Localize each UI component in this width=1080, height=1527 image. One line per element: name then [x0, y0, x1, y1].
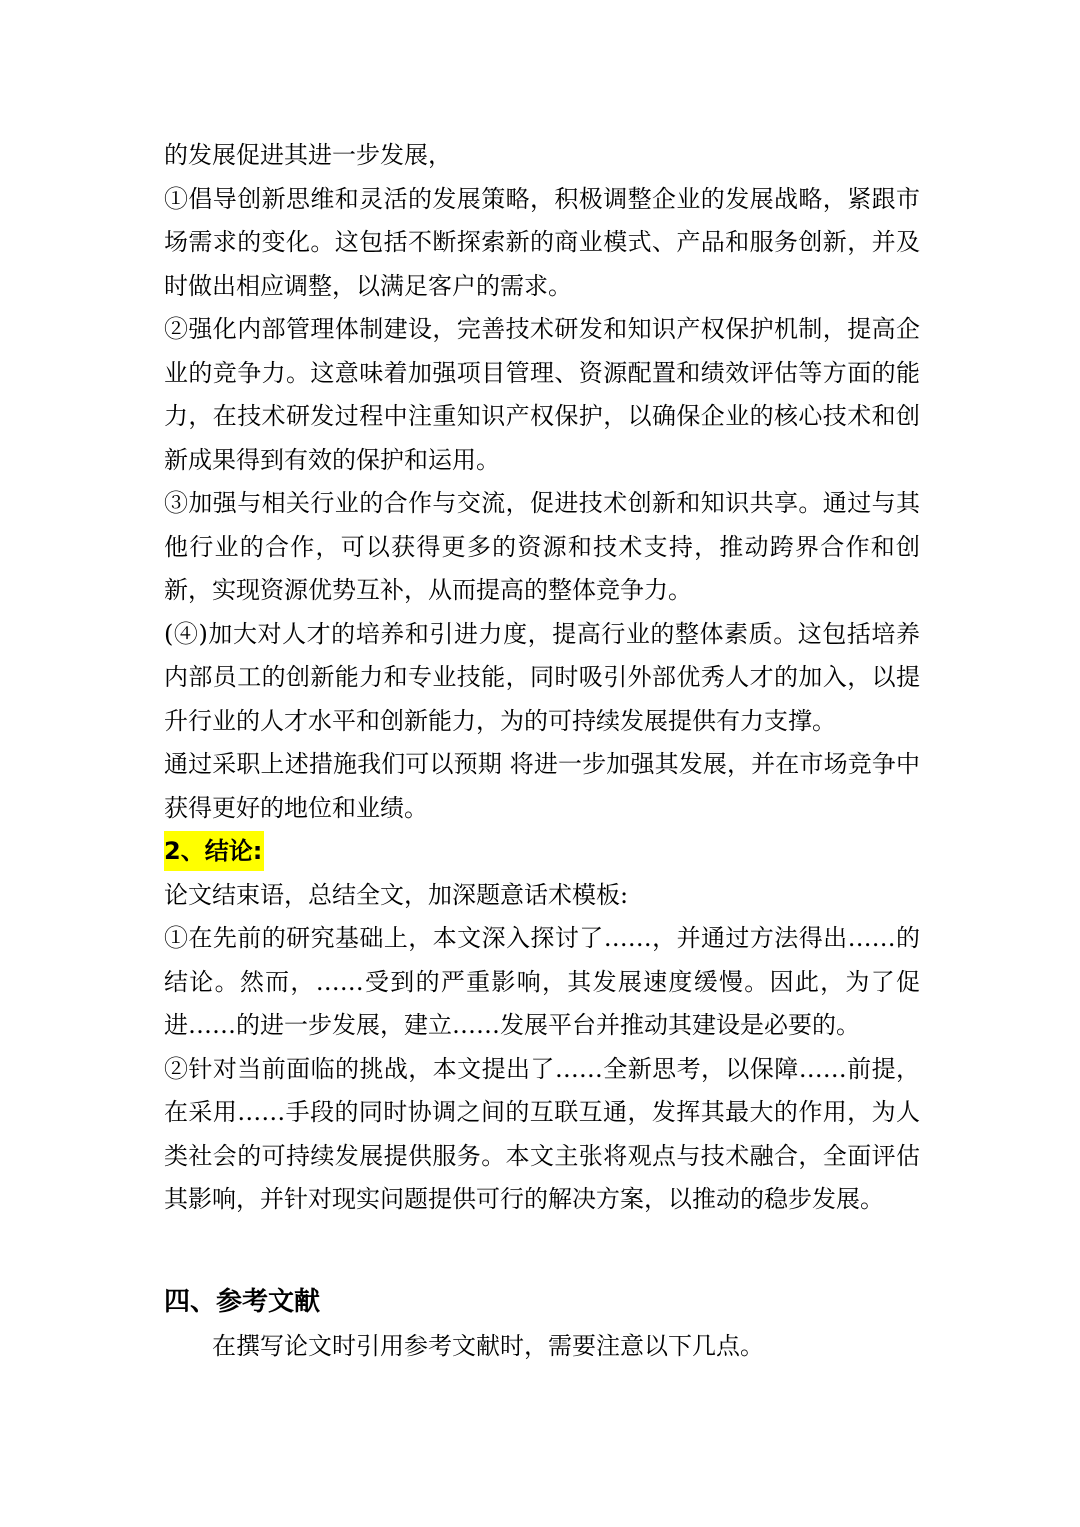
paragraph-summary: 通过采职上述措施我们可以预期 将进一步加强其发展，并在市场竞争中获得更好的地位和业绩。 — [164, 750, 920, 822]
section-heading-references: 四、参考文献 — [164, 1287, 321, 1317]
paragraph-item-1: ①倡导创新思维和灵活的发展策略，积极调整企业的发展战略，紧跟市场需求的变化。这包括不断探索新的商业模式、产品和服务创新，并及时做出相应调整，以满足客户的需求。 — [164, 184, 920, 300]
conclusion-item-2: ②针对当前面临的挑战，本文提出了……全新思考，以保障……前提，在采用……手段的同时协调之间的互联互通，发挥其最大的作用，为人类社会的可持续发展提供服务。本文主张将观点与技术融合，全面评估其影响，并针对现实问题提供可行的解决方案，以推动的稳步发展。 — [164, 1054, 920, 1213]
references-intro: 在撰写论文时引用参考文献时，需要注意以下几点。 — [212, 1332, 764, 1360]
conclusion-heading: 2、结论: — [164, 831, 264, 871]
document-body — [164, 134, 920, 1222]
conclusion-item-1: ①在先前的研究基础上，本文深入探讨了……，并通过方法得出……的结论。然而，……受到的严重影响，其发展速度缓慢。因此，为了促进……的进一步发展，建立……发展平台并推动其建设是必要的。 — [164, 924, 920, 1039]
paragraph-item-4: (④)加大对人才的培养和引进力度，提高行业的整体素质。这包括培养内部员工的创新能力和专业技能，同时吸引外部优秀人才的加入，以提升行业的人才水平和创新能力，为的可持续发展提供有力支撑。 — [164, 619, 920, 735]
paragraph-item-3: ③加强与相关行业的合作与交流，促进技术创新和知识共享。通过与其他行业的合作，可以获得更多的资源和技术支持，推动跨界合作和创新，实现资源优势互补，从而提高的整体竞争力。 — [164, 489, 920, 604]
conclusion-heading-line — [164, 830, 920, 874]
conclusion-intro: 论文结束语，总结全文，加深题意话术模板: — [164, 880, 629, 909]
paragraph-continuation: 的发展促进其进一步发展， — [164, 141, 452, 169]
paragraph-item-2: ②强化内部管理体制建设，完善技术研发和知识产权保护机制，提高企业的竞争力。这意味着加强项目管理、资源配置和绩效评估等方面的能力，在技术研发过程中注重知识产权保护，以确保企业的核心技术和创新成果得到有效的保护和运用。 — [164, 315, 920, 474]
